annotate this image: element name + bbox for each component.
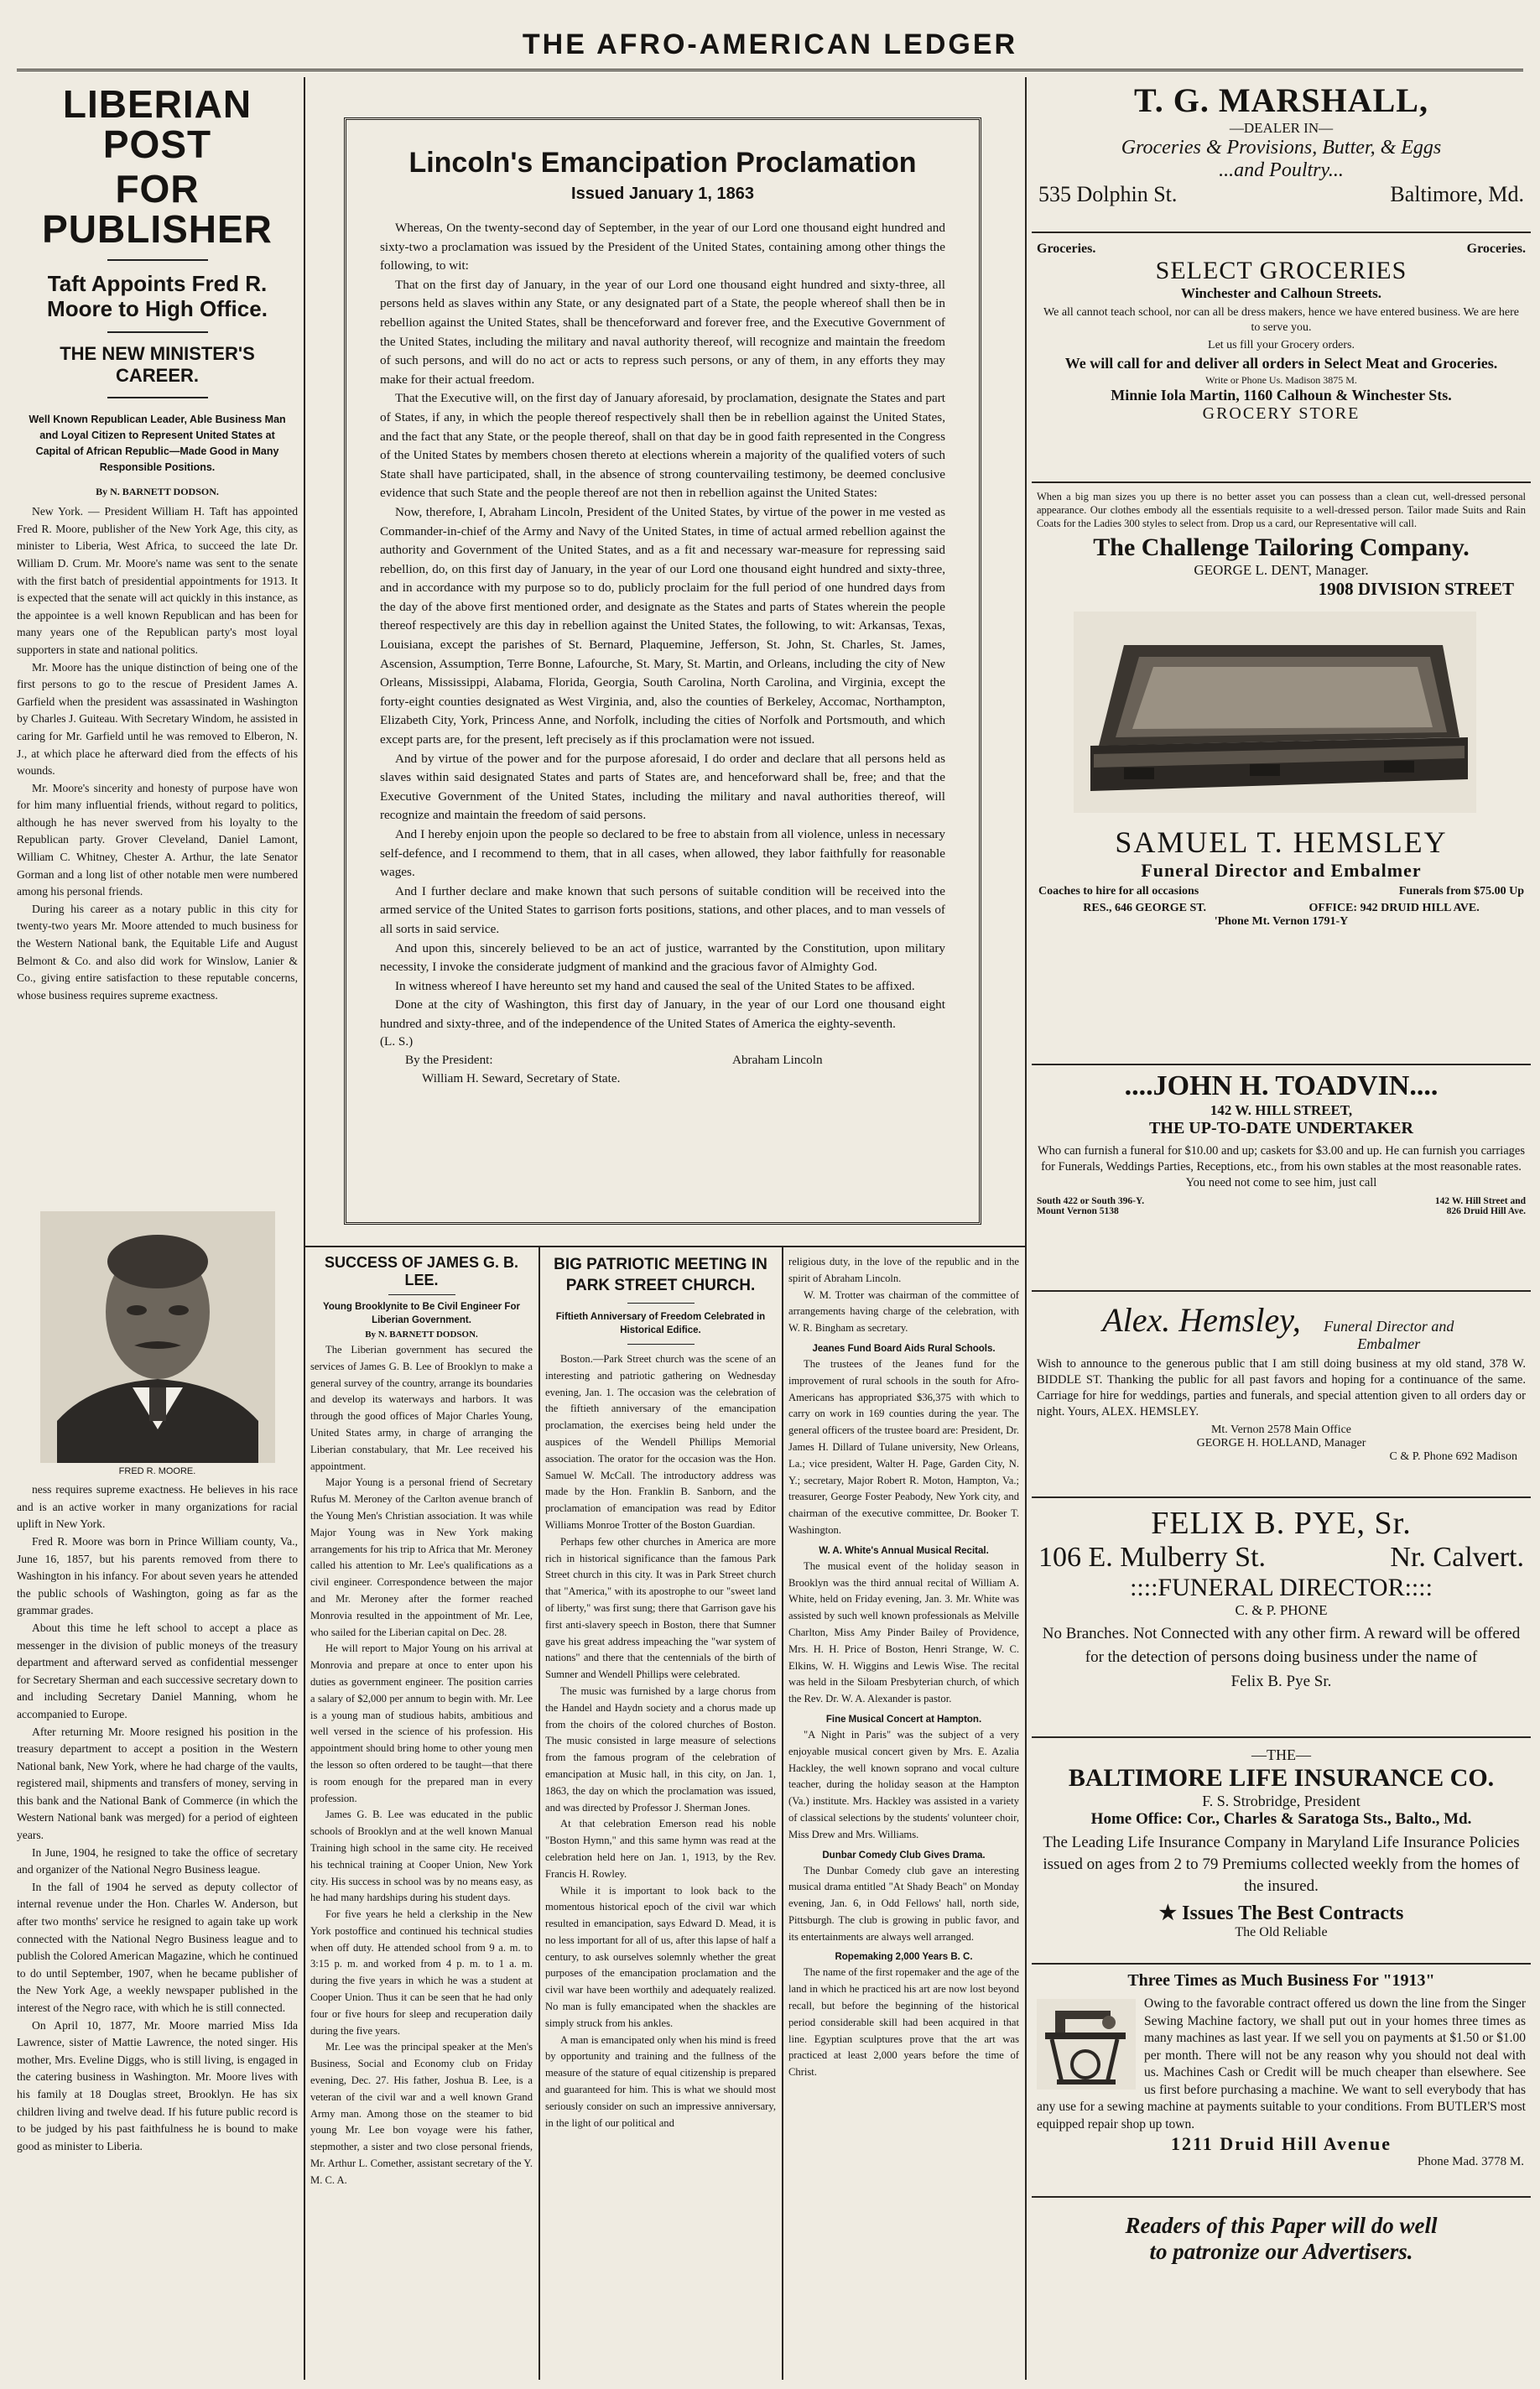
deck: Well Known Republican Leader, Able Business Man and Loyal Citizen to Represent United States at Capital of African Republic—Made Good in Many Responsible Positions.	[29, 414, 286, 474]
proclamation-paragraph: Now, therefore, I, Abraham Lincoln, President of the United States, by virtue of the power in me vested as Commander-in-chief of the Army and Navy of the United States, in time of actual armed rebellion against the authority and Government of the United States, and as a fit and necessary war-measure for repressing said rebellion, do, on this first day of January, in the year of our Lord one thousand eight hundred and sixty-three, and in accordance with my purpose so to do, publicly proclaim for the full period of one hundred days from the day of the above first mentioned order, and designate as the States and parts of States wherein the people thereof respectively are this day in rebellion against the United States, the following, to wit: Arkansas, Texas, Louisiana, except the parishes of St. Bernard, Plaquemine, Jefferson, St. John, St. Charles, St. James, Ascension, Assumption, Terre Bonne, Lafourche, St. Mary, St. Martin, and Orleans, including the city of New Orleans, Mississippi, Alabama, Florida, Georgia, South Carolina, North Carolina, and Virginia, except the forty-eight counties designated as West Virginia, and, also the counties of Berkeley, Accomac, Northampton, Elizabeth City, York, Princess Anne, and Norfolk, including the cities of Norfolk and Portsmouth, and which except parts are, for the present, left precisely as if this proclamation were not issued.	[380, 504, 945, 747]
portrait-caption: FRED R. MOORE.	[118, 1466, 196, 1477]
divider	[627, 1303, 695, 1304]
notes-list	[788, 1344, 1019, 2081]
proclamation-body	[380, 219, 945, 1034]
ad-felix-pye	[1032, 1498, 1531, 1738]
paragraph: James G. B. Lee was educated in the public schools of Brooklyn and at the well known Manual Training high school in the same city. He received his technical training at Cooper Union, New York city. His success in school was by no means easy, as he had many hardships during his student days.	[310, 1809, 533, 1904]
singer-phone: Phone Mad. 3778 M.	[1417, 2155, 1524, 2168]
select-right: Groceries.	[1466, 242, 1526, 256]
left-column	[17, 84, 298, 2382]
paragraph: While it is important to look back to the momentous historical epoch of the civil war which resulted in emancipation, says Edward D. Mead, it is no less important for all of us, after this lapse of half a century, to ask ourselves solemnly whether the great purposes of the emancipation proclamation and the civil war have been worthily and adequately realized. No man is fully emancipated when the shackles are simply struck from his ankles.	[545, 1884, 776, 2029]
newspaper-title: THE AFRO-AMERICAN LEDGER	[522, 29, 1018, 60]
ad-challenge-tailoring	[1032, 483, 1531, 1065]
pye-sign: Felix B. Pye Sr.	[1230, 1673, 1332, 1690]
paragraph: ness requires supreme exactness. He believes in his race and is an active worker in many organizations for racial uplift in New York.	[17, 1483, 298, 1531]
signature: Abraham Lincoln	[732, 1052, 823, 1067]
proclamation-paragraph: And upon this, sincerely believed to be an act of justice, warranted by the Constitution, upon military necessity, I invoke the considerate judgment of mankind and the gracious favor of Almighty God.	[380, 940, 945, 975]
masthead	[0, 0, 1540, 75]
ad-select-groceries	[1032, 233, 1531, 483]
hemsley-res: RES., 646 GEORGE ST.	[1083, 902, 1207, 914]
casket-illustration	[1074, 612, 1476, 813]
ad-toadvin	[1032, 1065, 1531, 1292]
paragraph: In June, 1904, he resigned to take the office of secretary and organizer of the National Negro Business league.	[17, 1845, 298, 1876]
select-streets: Winchester and Calhoun Streets.	[1181, 285, 1381, 301]
note-heading: Ropemaking 2,000 Years B. C.	[835, 1952, 973, 1963]
insurance-president: F. S. Strobridge, President	[1202, 1793, 1361, 1809]
alex-title: Funeral Director and Embalmer	[1324, 1318, 1454, 1352]
divider	[627, 1344, 695, 1345]
portrait	[40, 1211, 275, 1463]
toadvin-name: ....JOHN H. TOADVIN....	[1124, 1070, 1439, 1101]
note-text: The trustees of the Jeanes fund for the improvement of rural schools in the south for Afro-Americans has appropriated $36,375 with which to carry on work in 169 counties during the year. The general officers of the trustee board are: President, Dr. James H. Dillard of Tulane university, New Orleans, La.; vice president, Walter H. Page, Garden City, N. Y.; secretary, Major Robert R. Moton, Hampton, Va.; treasurer, George Foster Peabody, New York city, and chairman of the executive committee, Dr. Booker T. Washington.	[788, 1357, 1019, 1536]
hemsley-office: OFFICE: 942 DRUID HILL AVE.	[1308, 902, 1480, 914]
paragraph: New York. — President William H. Taft has appointed Fred R. Moore, publisher of the New York Age, this city, as minister to Liberia, West Africa, to succeed the late Dr. William D. Crum. Mr. Moore's name was sent to the senate with the first batch of presidential appointments for 1913. It is expected that the senate will act quickly in this instance, as the appointee is a well known Republican and has been for many years one of the Republican party's most loyal supporters in state and national politics.	[17, 505, 298, 656]
ad-singer-butler	[1032, 1965, 1531, 2198]
proclamation-title: Lincoln's Emancipation Proclamation	[408, 147, 917, 179]
note-heading: W. A. White's Annual Musical Recital.	[819, 1545, 989, 1556]
headline-1: LIBERIAN POST	[62, 84, 252, 167]
proclamation-paragraph: And by virtue of the power and for the purpose aforesaid, I do order and declare that all persons held as slaves within said designated States and parts of States are, and henceforward shall be, free; and that the Executive Government of the United States, including the military and naval authorities thereof, will recognize and maintain the freedom of said persons.	[380, 751, 945, 823]
note-text: The musical event of the holiday season in Brooklyn was the third annual recital of William A. White, held on Friday evening, Jan. 3. Mr. White was assisted by such well known professionals as Melville Charlton, Miss Amy Pinder Bailey of Providence, Mrs. H. H. Price of Boston, Henri Strange, W. C. Elkins, W. H. Wiggins and Lewis Wise. The recital was held in the Siloam Presbyterian church, of which the Rev. Dr. W. A. Alexander is pastor.	[788, 1559, 1019, 1705]
ad-baltimore-life	[1032, 1738, 1531, 1965]
hemsley-title: Funeral Director and Embalmer	[1141, 860, 1422, 881]
paragraph: About this time he left school to accept a place as messenger in the division of public moneys of the treasury department and afterward served as confidential messenger for Secretary Sherman and each successive secretary down to and including Secretary Daniel Manning, whom he accompanied to Europe.	[17, 1621, 298, 1720]
readers-line2: to patronize our Advertisers.	[1149, 2239, 1413, 2264]
divider	[107, 331, 208, 333]
horizontal-rule	[304, 1246, 1025, 1247]
note-heading: Jeanes Fund Board Aids Rural Schools.	[812, 1343, 996, 1354]
paragraph: Mr. Lee was the principal speaker at the Men's Business, Social and Economy club on Friday evening, Dec. 27. His father, Joshua B. Lee, is a veteran of the civil war and a well known Grand Army man. Among those on the steamer to bid young Mr. Lee bon voyage were his father, stepmother, a sister and two close personal friends, Mr. Arthur L. Comether, assistant secretary of the Y. M. C. A.	[310, 2041, 533, 2186]
paragraph: Perhaps few other churches in America are more rich in historical significance than the famous Park Street church in this city. It was in Park Street church that "America," with its apostrophe to our "sweet land of liberty," was first sung; there that Garrison gave his first anti-slavery speech in Boston, there that Sumner gave his great address impeaching the "war system of nations" and there that the centennials of the birth of Sumner and Wendell Phillips were celebrated.	[545, 1535, 776, 1681]
column-rule-1	[304, 77, 305, 2380]
hemsley-phone: 'Phone Mt. Vernon 1791-Y	[1214, 915, 1349, 928]
marshall-line1: Groceries & Provisions, Butter, & Eggs	[1121, 137, 1442, 159]
hemsley-coaches: Coaches to hire for all occasions	[1038, 885, 1199, 898]
note-heading: Fine Musical Concert at Hampton.	[825, 1714, 982, 1725]
pye-title: ::::FUNERAL DIRECTOR::::	[1130, 1574, 1433, 1601]
paragraph: In the fall of 1904 he served as deputy collector of internal revenue under the Hon. Charles W. Anderson, but after two months' service he resigned to again take up work connected with the National Negro Business league and to publish the Colored American Magazine, which he continued to do until September, 1907, when he became publisher of the New York Age, a weekly newspaper published in the interest of the Negro race, with which he is still connected.	[17, 1880, 298, 2014]
toadvin-right-2: 826 Druid Hill Ave.	[1446, 1206, 1526, 1216]
subhead-2: THE NEW MINISTER'S CAREER.	[60, 343, 255, 387]
marshall-city: Baltimore, Md.	[1390, 182, 1524, 206]
note-text: "A Night in Paris" was the subject of a very enjoyable musical concert given by Mrs. E. Azalia Hackley, the well known soprano and vocal culture teacher, during the holiday season at the Hampton (Va.) institute. Mrs. Hackley was assisted in a variety of classical selections by the students' volunteer choir, Miss Drew and Mrs. Williams.	[788, 1728, 1019, 1840]
meeting-article	[545, 1254, 776, 2378]
marshall-dealer: —DEALER IN—	[1229, 120, 1334, 136]
alex-text: Wish to announce to the generous public that I am still doing business at my old stand, 378 W. BIDDLE ST. Thanking the public for all past favors and hoping for a continuance of the same. Carriage for hire for weddings, parties and funerals, and special attention given to all orders day or night. Yours, ALEX. HEMSLEY.	[1037, 1357, 1526, 1418]
toadvin-row	[1032, 1196, 1531, 1206]
paragraph: On April 10, 1877, Mr. Moore married Miss Ida Lawrence, sister of Mattie Lawrence, the noted singer. His mother, Mrs. Eveline Diggs, who is still living, is engaged in the catering business in Washington. Mr. Moore lives with his family at 18 Douglas street, Brooklyn. He has six children living and twelve dead. If his future public record is to be judged by his past faithfulness he is bound to make good as minister to Liberia.	[17, 2018, 298, 2152]
paragraph: Major Young is a personal friend of Secretary Rufus M. Meroney of the Carlton avenue branch of the Young Men's Christian association. It was while Major Young was in New York making arrangements for his trip to Africa that Mr. Meroney called his attention to Mr. Lee's qualifications as a civil engineer. Correspondence between the major and Mr. Meroney after the former reached Monrovia resulted in the appointment of Mr. Lee, who sailed for the Liberian capital on Dec. 28.	[310, 1476, 533, 1638]
insurance-name: BALTIMORE LIFE INSURANCE CO.	[1068, 1764, 1495, 1792]
toadvin-row-2	[1032, 1206, 1531, 1216]
proclamation-paragraph: Done at the city of Washington, this first day of January, in the year of our Lord one thousand eight hundred and sixty-three, and of the independence of the United States of America the eighty-seventh.	[380, 997, 945, 1031]
tailor-manager: GEORGE L. DENT, Manager.	[1194, 562, 1369, 578]
toadvin-right: 142 W. Hill Street and	[1434, 1196, 1526, 1206]
ad-readers	[1032, 2198, 1531, 2265]
hemsley-row-2	[1032, 902, 1531, 915]
lee-body	[310, 1342, 533, 2189]
select-text3: We will call for and deliver all orders in Select Meat and Groceries.	[1064, 355, 1498, 372]
paragraph: A man is emancipated only when his mind is freed by opportunity and training and the fullness of the measure of the stature of equal citizenship is prepared and guaranteed for him. This is what we should most seriously consider on such an impressive anniversary, in the light of our political and	[545, 2033, 776, 2129]
headline-2: FOR PUBLISHER	[42, 166, 273, 251]
paragraph: During his career as a notary public in this city for twenty-two years Mr. Moore attended to much business for the Western National bank, the Equitable Life and August Belmont & Co. and also did work for Winslow, Lanier & Co., giving entire satisfaction to these reputable concerns, whose business requires supreme exactness.	[17, 902, 298, 1002]
pye-corner: Nr. Calvert.	[1390, 1542, 1524, 1573]
by-president: By the President:	[405, 1052, 493, 1067]
proclamation-paragraph: In witness whereof I have hereunto set my hand and caused the seal of the United States to be affixed.	[395, 978, 915, 993]
tailor-address: 1908 DIVISION STREET	[1318, 579, 1514, 599]
select-owner: Minnie Iola Martin, 1160 Calhoun & Winchester Sts.	[1111, 387, 1452, 403]
sewing-machine-illustration	[1037, 1999, 1136, 2090]
insurance-contracts-row	[1032, 1901, 1531, 1925]
continued-text: religious duty, in the love of the republic and in the spirit of Abraham Lincoln.	[788, 1256, 1019, 1284]
proclamation-frame	[344, 117, 981, 1225]
paragraph: For five years he held a clerkship in the New York postoffice and continued his technical studies when off duty. He attended school from 9 a. m. to 3:15 p. m. and worked from 4 p. m. to 1 a. m. during the five years in which he was a student at Cooper Union. Thus it can be seen that he had only four or five hours for sleep and recuperation daily during the five years.	[310, 1908, 533, 2037]
paragraph: Mr. Moore's sincerity and honesty of purpose have won for him many influential friends, without regard to politics, although he has never swerved from his loyalty to the Republican party. Grover Cleveland, Daniel Lamont, William C. Whitney, Chester A. Arthur, the late Senator Gorman and a long list of other notable men were numbered among his personal friends.	[17, 781, 298, 898]
pye-address-row	[1032, 1542, 1531, 1574]
singer-body	[1032, 1996, 1531, 2133]
lee-article	[310, 1254, 533, 2378]
alex-title-row	[1032, 1300, 1531, 1353]
insurance-contracts: Issues The Best Contracts	[1182, 1902, 1404, 1924]
tailor-text: When a big man sizes you up there is no better asset you can possess than a clean cut, well-dressed personal appearance. Our clothes embody all the essentials requisite to a well-dressed person. Tailor made Suits and Rain Coats for the Ladies 300 styles to select from. Drop us a card, our Representative will call.	[1037, 491, 1526, 529]
note-text: The name of the first ropemaker and the age of the land in which he practiced his art are now lost beyond recall, but before the beginning of the historical period considerable skill had been acquired in that line. Egyptian sculptures prove that the art was practiced at least 2,000 years before the time of Christ.	[788, 1966, 1019, 2079]
alex-manager: GEORGE H. HOLLAND, Manager	[1196, 1437, 1366, 1450]
seal: (L. S.)	[380, 1033, 414, 1049]
pye-text: No Branches. Not Connected with any other firm. A reward will be offered for the detection of persons doing business under the name of	[1042, 1625, 1521, 1666]
marshall-line2: ...and Poultry...	[1219, 159, 1344, 181]
divider	[107, 259, 208, 261]
alex-office: Mt. Vernon 2578 Main Office	[1210, 1424, 1352, 1436]
proclamation-paragraph: That on the first day of January, in the year of our Lord one thousand eight hundred and sixty-three, all persons held as slaves within any State, or any designated part of a State, the people whereof shall then be in rebellion against the United States, shall be thenceforward and forever free, and the Executive Government of the United States, including the military and naval authority thereof, will recognize and maintain the freedom of such persons, and will do no act or acts to repress such persons, or any of them, in any efforts they may make for their actual freedom.	[380, 277, 945, 387]
ad-marshall	[1032, 81, 1531, 233]
select-text1: We all cannot teach school, nor can all be dress makers, hence we have entered business. We are here to serve you.	[1043, 306, 1519, 334]
byline: By N. BARNETT DODSON.	[96, 486, 219, 498]
lee-byline: By N. BARNETT DODSON.	[365, 1330, 478, 1340]
ads-column	[1032, 81, 1531, 2383]
lee-headline: SUCCESS OF JAMES G. B. LEE.	[324, 1254, 519, 1288]
masthead-rule	[17, 69, 1523, 71]
meeting-headline: BIG PATRIOTIC MEETING IN PARK STREET CHURCH.	[554, 1256, 767, 1294]
marshall-address: 535 Dolphin St.	[1038, 182, 1178, 206]
signature-block	[380, 1034, 945, 1093]
divider	[107, 397, 208, 398]
star-icon: ★	[1158, 1902, 1178, 1924]
paragraph: The Liberian government has secured the services of James G. B. Lee of Brooklyn to make a general survey of the country, arrange its boundaries and develop its waterways and harbors. It was through the good offices of Major Charles Young, United States army, in charge of arranging the Liberian constabulary, that Mr. Lee received his appointment.	[310, 1344, 533, 1472]
paragraph: He will report to Major Young on his arrival at Monrovia and prepare at once to enter upon his duties as government engineer. The position carries a salary of $2,000 per annum to begin with. Mr. Lee is a young man of studious habits, ambitious and well versed in the science of his profession. His appointment should bring home to other young men the lesson so often ordered to be taught—that there is room enough for the prepared man in every profession.	[310, 1642, 533, 1804]
toadvin-address: 142 W. HILL STREET,	[1210, 1102, 1353, 1118]
singer-address: 1211 Druid Hill Avenue	[1170, 2133, 1392, 2154]
lee-deck: Young Brooklynite to Be Civil Engineer For Liberian Government.	[323, 1302, 520, 1325]
paragraph: At that celebration Emerson read his noble "Boston Hymn," and this same hymn was read at the celebration held here on Jan. 1, 1913, by the Rev. Francis H. Rowley.	[545, 1818, 776, 1880]
proclamation-paragraph: And I hereby enjoin upon the people so declared to be free to abstain from all violence, unless in necessary self-defence, and I recommend to them, that in all cases, when allowed, they labor faithfully for reasonable wages.	[380, 827, 945, 880]
toadvin-left: South 422 or South 396-Y.	[1037, 1196, 1145, 1206]
paragraph: The music was furnished by a large chorus from the Handel and Haydn society and a chorus made up from the choirs of the colored churches of Boston. The music consisted in large measure of selections from the famous program of the celebration of emancipation at Music hall, in this city, on Jan. 1, 1863, the day on which the proclamation was issued, and was directed by Professor J. Sherman Jones.	[545, 1684, 776, 1814]
article-body-2	[17, 1481, 298, 2382]
singer-title: Three Times as Much Business For "1913"	[1127, 1971, 1435, 1990]
select-text2: Let us fill your Grocery orders.	[1208, 339, 1355, 351]
column-rule-4	[782, 1246, 783, 2380]
paragraph: After returning Mr. Moore resigned his position in the treasury department to accept a position in the Western National bank, New York, where he had charge of the vaults, registered mail, shipments and transfers of money, serving in this bank and the National Bank of Commerce (in which the Western National bank was merged) for a period of eighteen years.	[17, 1725, 298, 1842]
select-top-row	[1032, 242, 1531, 257]
insurance-old: The Old Reliable	[1235, 1925, 1328, 1939]
pye-name: FELIX B. PYE, Sr.	[1151, 1506, 1412, 1541]
insurance-office: Home Office: Cor., Charles & Saratoga Sts., Balto., Md.	[1090, 1810, 1472, 1828]
tailor-name: The Challenge Tailoring Company.	[1093, 533, 1470, 561]
divider	[388, 1294, 455, 1295]
select-left: Groceries.	[1037, 242, 1096, 256]
paragraph: Fred R. Moore was born in Prince William county, Va., June 16, 1857, but his parents removed from there to Washington in his infancy. For about seven years he attended the public schools of Washington, going as far as the grammar grades.	[17, 1534, 298, 1617]
hemsley-row	[1032, 882, 1531, 902]
singer-text: Owing to the favorable contract offered us down the line from the Singer Sewing Machine factory, we shall put out in your homes three times as many machines as last year. If we sell you on payments at $1.50 or $1.00 per month. There will not be any reason why you should not deal with us. Machines Cash or Credit will be much cheaper than elsewhere. See us first before purchasing a machine. We want to sell everybody that has any use for a sewing machine at payments suitable to your conditions. From BUTLER'S most equipped repair shop up town.	[1037, 1996, 1526, 2131]
pye-street: 106 E. Mulberry St.	[1038, 1542, 1267, 1573]
proclamation-paragraph: And I further declare and make known that such persons of suitable condition will be received into the armed service of the United States to garrison forts positions, stations, and other places, and to man vessels of all sorts in said service.	[380, 883, 945, 936]
ad-alex-hemsley	[1032, 1292, 1531, 1498]
readers-line1: Readers of this Paper will do well	[1125, 2213, 1438, 2238]
toadvin-text: Who can furnish a funeral for $10.00 and up; caskets for $3.00 and up. He can furnish you carriages for Funerals, Weddings Parties, Receptions, etc., from his own stables at the most reasonable rates. You need not come to see him, just call	[1037, 1144, 1526, 1189]
select-phone: Write or Phone Us. Madison 3875 M.	[1205, 374, 1357, 386]
notes-column	[788, 1254, 1019, 2378]
alex-name: Alex. Hemsley,	[1102, 1301, 1301, 1339]
toadvin-title: THE UP-TO-DATE UNDERTAKER	[1149, 1119, 1413, 1137]
pye-phone: C. & P. PHONE	[1235, 1602, 1328, 1618]
note-heading: Dunbar Comedy Club Gives Drama.	[822, 1850, 986, 1861]
meeting-deck: Fiftieth Anniversary of Freedom Celebrated in Historical Edifice.	[555, 1312, 766, 1335]
proclamation-paragraph: Whereas, On the twenty-second day of September, in the year of our Lord one thousand eight hundred and sixty-two a proclamation was issued by the President of the United States, containing among other things the following, to wit:	[380, 221, 945, 273]
subhead-1: Taft Appoints Fred R. Moore to High Office.	[47, 271, 268, 322]
hemsley-name: SAMUEL T. HEMSLEY	[1115, 825, 1448, 859]
toadvin-left-2: Mount Vernon 5138	[1037, 1206, 1119, 1216]
continued-text-2: W. M. Trotter was chairman of the committee of arrangements having charge of the celebration, with W. R. Bingham as secretary.	[788, 1288, 1019, 1335]
insurance-text: The Leading Life Insurance Company in Maryland Life Insurance Policies issued on ages from 2 to 79 Premiums collected weekly from the homes of the insured.	[1043, 1834, 1520, 1895]
column-rule-2	[1025, 77, 1027, 2380]
marshall-address-row	[1032, 182, 1531, 207]
insurance-the: —THE—	[1251, 1746, 1311, 1763]
select-footer: GROCERY STORE	[1202, 404, 1361, 423]
paragraph: Boston.—Park Street church was the scene of an interesting and patriotic gathering on Wednesday evening, Jan. 1. The occasion was the celebration of the fiftieth anniversary of the emancipation proclamation, the exercises being held under the auspices of the Wendell Phillips Memorial association. The orator for the occasion was the Hon. Samuel W. McCall. The introductory address was made by the Hon. Franklin B. Sanborn, and the proclamation of emancipation was read by Editor Williams Monroe Trotter of the Boston Guardian.	[545, 1353, 776, 1531]
select-name: SELECT GROCERIES	[1155, 257, 1407, 284]
proclamation-date: Issued January 1, 1863	[571, 185, 754, 203]
column-rule-3	[538, 1246, 540, 2380]
meeting-body	[545, 1351, 776, 2131]
paragraph: Mr. Moore has the unique distinction of being one of the first persons to go to the rescue of President James A. Garfield when the president was assassinated in Washington by Charles J. Guiteau. With Secretary Windom, he assisted in caring for Mr. Garfield until he was removed to Elberon, N. J., at which place he afterward died from the effects of his wounds.	[17, 660, 298, 778]
alex-phone: C & P. Phone 692 Madison	[1389, 1450, 1517, 1463]
proclamation-paragraph: That the Executive will, on the first day of January aforesaid, by proclamation, designate the States and part of States, if any, in which the people thereof respectively shall then be in rebellion against the United States, and the fact that any State, or the people thereof, shall on that day be in good faith represented in the Congress of the United States by members chosen thereto at elections wherein a majority of the qualified voters of such State shall have participated, shall, in the absence of strong countervailing testimony, be deemed conclusive evidence that such State and the people thereof are not then in rebellion against the United States:	[380, 391, 945, 501]
hemsley-funerals: Funerals from $75.00 Up	[1398, 885, 1524, 898]
note-text: The Dunbar Comedy club gave an interesting musical drama entitled "At Shady Beach" on Monday evening, Jan. 6, in Odd Fellows' hall, north side, Pittsburgh. The club is growing in public favor, and its entertainments are always well arranged.	[788, 1864, 1019, 1943]
marshall-name: T. G. MARSHALL,	[1134, 81, 1428, 119]
secretary: William H. Seward, Secretary of State.	[422, 1070, 621, 1085]
article-body-1	[17, 503, 298, 1201]
